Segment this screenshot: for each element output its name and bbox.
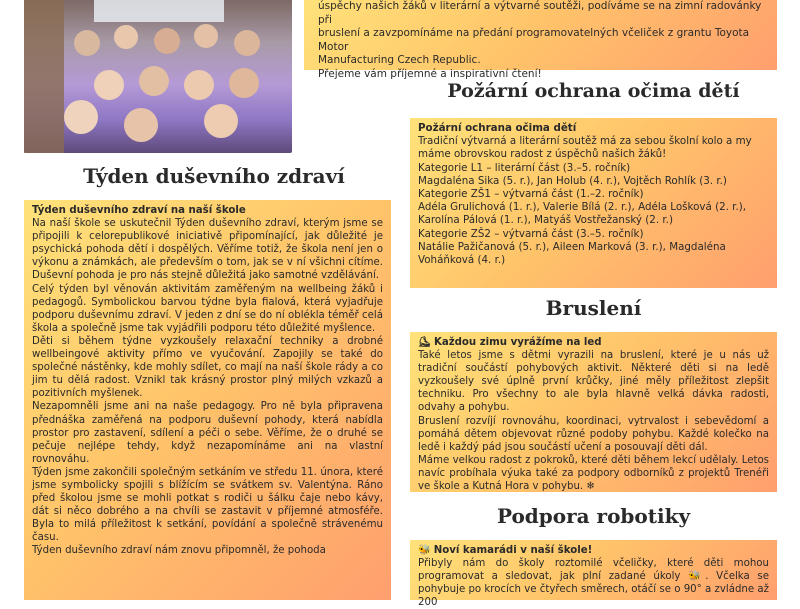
kid-shape: [64, 100, 98, 134]
wellbeing-paragraph: Celý týden byl věnován aktivitám zaměřeným na wellbeing žáků i pedagogů. Symbolickou barvou týdne byla fialová, která vyjadřuje podporu duševnímu zdraví. V jeden z dní se do ní oblékla téměř celá škola a společně jsme tak vyjádřili podporu této důležité myšlence.: [32, 283, 383, 334]
skating-title: Každou zimu vyrážíme na led: [433, 337, 602, 348]
fire-line: Tradiční výtvarná a literární soutěž má za sebou školní kolo a my máme obrovskou radost z úspěchů našich žáků!: [418, 135, 752, 161]
fire-winners: Magdaléna Sika (5. r.), Jan Holub (4. r.), Vojtěch Rohlík (3. r.): [418, 174, 727, 187]
window-shape: [94, 0, 224, 22]
intro-line: Manufacturing Czech Republic.: [318, 54, 481, 67]
fire-winners: Natálie Pažičanová (5. r.), Aileen Marková (3. r.), Magdaléna Voháňková (4. r.): [418, 240, 726, 267]
kid-shape: [94, 70, 124, 100]
skating-paragraph: Také letos jsme s dětmi vyrazili na bruslení, které je u nás už tradiční součástí pohybových aktivit. Některé děti si na ledě vyzkoušely své úplně první krůčky, jiné měly příležitost zlepšit techniku. Pro všechny to ale byla hlavně velká dávka radosti, odvahy a pohybu.: [418, 350, 769, 414]
kid-shape: [114, 25, 138, 49]
bookshelf-shape: [24, 0, 64, 153]
fire-category: Kategorie ZŠ2 – výtvarná část (3.–5. ročník): [418, 227, 644, 240]
skating-paragraph: Máme velkou radost z pokroků, které děti během lekcí udělaly. Letos navíc probíhala výuka také za podpory odborníků z projektů Trenéři ve škole a Kutná Hora v pohybu. ❄: [418, 454, 769, 493]
skating-box: [410, 332, 777, 492]
bee-icon: 🐝: [418, 545, 431, 556]
kid-shape: [124, 108, 158, 142]
kid-shape: [184, 70, 214, 100]
robotics-title: Noví kamarádi v naší škole!: [433, 545, 593, 556]
kid-shape: [234, 30, 260, 56]
kid-shape: [139, 66, 169, 96]
wellbeing-heading: Týden duševního zdraví: [83, 164, 345, 188]
intro-line: bruslení a zavzpomínáme na předání programovatelných včeliček z grantu Toyota Motor: [318, 27, 750, 53]
robotics-heading: Podpora robotiky: [496, 504, 691, 528]
robotics-title-row: [418, 544, 769, 557]
fire-title: Požární ochrana očima dětí: [418, 122, 577, 134]
kid-shape: [229, 68, 259, 98]
class-photo: [24, 0, 292, 153]
intro-line: Přejeme vám příjemné a inspirativní čtení!: [318, 67, 542, 80]
robotics-paragraph: Přibyly nám do školy roztomilé včeličky, které děti mohou programovat a sledovat, jak plní zadané úkoly 🐝. Včelka se pohybuje po krocích ve čtyřech směrech, otáčí se o 90° a zvládne až 200: [418, 558, 769, 609]
wellbeing-paragraph: Na naší škole se uskutečnil Týden duševního zdraví, kterým jsme se připojili k celorepublikové iniciativě připomínající, jak důležité je psychická pohoda dětí i dospělých. Věříme totiž, že škola není jen o výkonu a známkách, ale především o tom, jak se v ní všichni cítíme. Duševní pohoda je pro nás stejně důležitá jako samotné vzdělávání.: [32, 218, 383, 282]
wellbeing-paragraph: Týden jsme zakončili společným setkáním ve středu 11. února, které jsme symbolicky spojili s blížícím se svátkem sv. Valentýna. Ráno před školou jsme se mohli potkat s rodiči u šálku čaje nebo kávy, dát si něco dobrého a na chvíli se zastavit v příjemné atmosféře. Byla to milá příležitost k setkání, povídání a společně strávenému času.: [32, 466, 383, 544]
kid-shape: [154, 28, 180, 54]
kid-shape: [204, 104, 238, 138]
skating-paragraph: Bruslení rozvíjí rovnováhu, koordinaci, vytrvalost i sebevědomí a pomáhá dětem objevovat různé podoby pohybu. Každé kolečko na ledě i každý pád jsou součástí učení a posouvají děti dál.: [418, 415, 769, 453]
skating-title-row: [418, 336, 769, 349]
wellbeing-paragraph: Týden duševního zdraví nám znovu připomněl, že pohoda: [32, 545, 326, 557]
wellbeing-box: [24, 200, 391, 600]
kid-shape: [74, 30, 100, 56]
fire-category: Kategorie L1 – literární část (3.–5. ročník): [418, 161, 631, 174]
wellbeing-title: Týden duševního zdraví na naší škole: [32, 205, 246, 216]
skate-icon: ⛸: [418, 337, 431, 348]
kid-shape: [194, 24, 218, 48]
skating-heading: Bruslení: [545, 296, 642, 320]
wellbeing-paragraph: Děti si během týdne vyzkoušely relaxační techniky a drobné wellbeingové aktivity přímo ve vyučování. Zapojily se také do společné nástěnky, kde mohly sdílet, co mají na naší škole rády a co jim tu dělá radost. Vznikl tak krásný prostor plný milých vzkazů a pozitivních myšlenek.: [32, 335, 383, 400]
wellbeing-paragraph: Nezapomněli jsme ani na naše pedagogy. Pro ně byla připravena přednáška zaměřená na podporu duševní pohody, která nabídla prostor pro zastavení, sdílení a péči o sebe. Věříme, že o druhé se pečuje nejlépe tehdy, když nezapomínáme ani na vlastní rovnováhu.: [32, 401, 383, 465]
intro-line: úspěchy našich žáků v literární a výtvarné soutěži, podíváme se na zimní radovánky při: [318, 0, 762, 26]
robotics-box: [410, 540, 777, 609]
fire-box: [410, 118, 777, 288]
fire-category: Kategorie ZŠ1 – výtvarná část (1.–2. ročník): [418, 188, 644, 201]
fire-heading: Požární ochrana očima dětí: [447, 80, 740, 102]
intro-box: [304, 0, 777, 80]
fire-winners: Adéla Grulichová (1. r.), Valerie Bílá (2. r.), Adéla Lošková (2. r.), Karolína Pálová (1. r.), Matyáš Vostřežanský (2. r.): [418, 201, 747, 227]
